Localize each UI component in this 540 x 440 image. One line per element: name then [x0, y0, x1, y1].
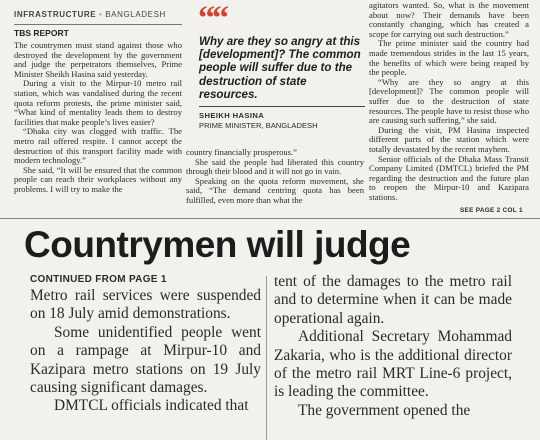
paragraph: Speaking on the quota reform movement, she said, “The demand centring quota has been fulfilled, even more than what the	[186, 175, 364, 205]
paragraph: tent of the damages to the metro rail and to determine when it can be made operational again.	[274, 273, 512, 327]
section-kicker	[14, 10, 166, 19]
byline: TBS REPORT	[14, 28, 69, 38]
paragraph: During the visit, PM Hasina inspected different parts of the station which were totally devastated by the recent mayhem.	[369, 124, 529, 154]
quote-marks-icon: ““	[198, 0, 226, 37]
paragraph: The government opened the	[298, 401, 471, 419]
paragraph: Metro rail services were suspended on 18 July amid demonstrations.	[30, 287, 261, 323]
article-column-3	[369, 1, 529, 203]
quote-attribution-title: PRIME MINISTER, BANGLADESH	[199, 121, 318, 130]
article-column-1	[14, 41, 182, 209]
pull-quote-text: Why are they so angry at this [development]? The common people will suffer due to the destruction of state resources.	[199, 35, 361, 101]
kicker-separator: •	[96, 10, 106, 19]
paragraph: country financially prosperous.”	[186, 148, 297, 157]
continuation-left-column	[30, 287, 261, 440]
article-column-2	[186, 148, 364, 211]
see-page-jump: SEE PAGE 2 COL 1	[460, 207, 523, 214]
kicker-underline	[14, 24, 182, 25]
quote-attribution-name: SHEIKH HASINA	[199, 111, 265, 120]
paragraph: Some unidentified people went on a rampage at Mirpur-10 and Kazipara metro stations on 19 July causing significant damages.	[30, 323, 261, 397]
paragraph: Senior officials of the Dhaka Mass Transit Company Limited (DMTCL) briefed the PM regarding the destruction and the future plan to reopen the Mirpur-10 and Kazipara stations.	[369, 153, 529, 202]
paragraph: “Dhaka city was clogged with traffic. The metro rail offered respite. I cannot accept the destruction of this transport facility made with modern technology.”	[14, 126, 182, 166]
paragraph: She said, “It will be ensured that the common people can reach their workplaces without any problems. I will try to make the	[14, 164, 182, 194]
column-divider	[266, 276, 267, 440]
paragraph: She said the people had liberated this country through their blood and it will not go in vain.	[186, 156, 364, 177]
headline: Countrymen will judge	[24, 224, 411, 265]
paragraph: agitators wanted. So, what is the movement about now? Their demands have been constantly changing, which has created a scope for carrying out such destruction.”	[369, 1, 529, 39]
paragraph: Additional Secretary Mohammad Zakaria, who is the additional director of the metro rail MRT Line-6 project, is leading the committee.	[274, 328, 512, 401]
continued-label: CONTINUED FROM PAGE 1	[30, 274, 167, 285]
pull-quote-rule	[199, 106, 365, 107]
kicker-category: INFRASTRUCTURE	[14, 10, 97, 19]
paragraph: The countrymen must stand against those who destroyed the development by the government and judge the perpetrators themselves, Prime Minister Sheikh Hasina said yesterday.	[14, 41, 182, 79]
paragraph: DMTCL officials indicated that	[54, 397, 249, 415]
page-divider	[0, 218, 540, 219]
paragraph: “Why are they so angry at this [development]? The common people will suffer due to the destruction of state resources. The people have to resist those who are causing such suffering,” she said.	[369, 76, 529, 126]
continuation-right-column	[274, 273, 512, 440]
kicker-location: BANGLADESH	[105, 10, 166, 19]
paragraph: The prime minister said the country had made tremendous strides in the last 15 years, the benefits of which were being reaped by the people.	[369, 38, 529, 78]
paragraph: During a visit to the Mirpur-10 metro rail station, which was vandalised during the recent quota reform protests, the prime minister said, “What kind of mentality leads them to destroy facilities that make people’s lives easier?	[14, 78, 182, 127]
